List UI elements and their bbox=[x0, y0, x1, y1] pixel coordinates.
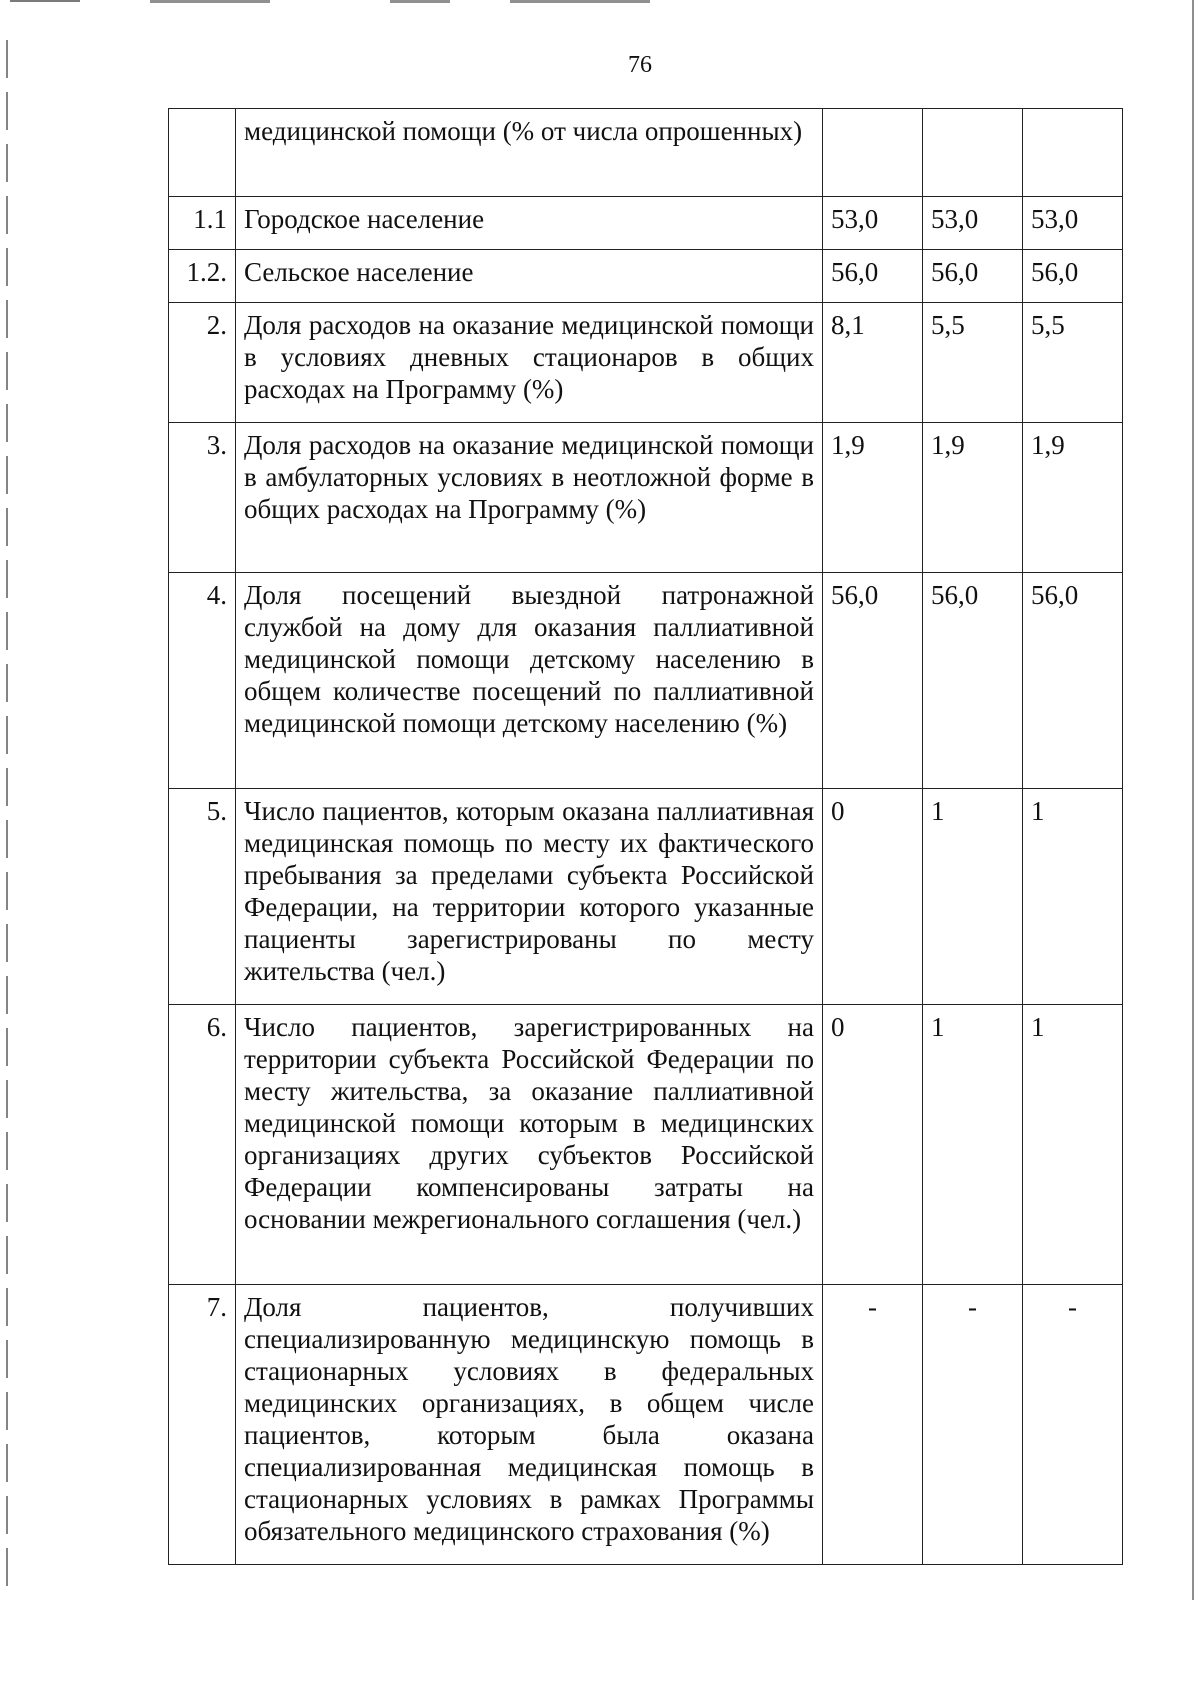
row-value-3: 53,0 bbox=[1023, 197, 1123, 250]
table-row bbox=[169, 1005, 1123, 1285]
table-row bbox=[169, 1285, 1123, 1565]
row-number: 1.2. bbox=[169, 250, 236, 303]
scan-top-mark bbox=[150, 0, 270, 3]
row-value-1: 8,1 bbox=[823, 303, 923, 423]
row-value-1: 0 bbox=[823, 1005, 923, 1285]
row-description: Число пациентов, которым оказана паллиативная медицинская помощь по месту их фактического пребывания за пределами субъекта Российской Федерации, на территории которого указанные пациенты зарегистрированы по месту жительства (чел.) bbox=[236, 789, 823, 1005]
row-value-2: 56,0 bbox=[923, 573, 1023, 789]
row-value-1 bbox=[823, 109, 923, 197]
row-number: 4. bbox=[169, 573, 236, 789]
row-description: Доля расходов на оказание медицинской помощи в амбулаторных условиях в неотложной форме в общих расходах на Программу (%) bbox=[236, 423, 823, 573]
row-value-2: 1 bbox=[923, 1005, 1023, 1285]
row-value-3 bbox=[1023, 109, 1123, 197]
table-row bbox=[169, 250, 1123, 303]
scan-top-mark bbox=[510, 0, 650, 3]
row-value-3: - bbox=[1023, 1285, 1123, 1565]
row-value-1: 53,0 bbox=[823, 197, 923, 250]
row-value-2: 56,0 bbox=[923, 250, 1023, 303]
row-value-2: 1 bbox=[923, 789, 1023, 1005]
row-value-2 bbox=[923, 109, 1023, 197]
row-description: Доля посещений выездной патронажной службой на дому для оказания паллиативной медицинской помощи детскому населению в общем количестве посещений по паллиативной медицинской помощи детскому населению (%) bbox=[236, 573, 823, 789]
row-description: Доля пациентов, получивших специализированную медицинскую помощь в стационарных условиях в федеральных медицинских организациях, в общем числе пациентов, которым была оказана специализированная медицинская помощь в стационарных условиях в рамках Программы обязательного медицинского страхования (%) bbox=[236, 1285, 823, 1565]
row-value-1: 0 bbox=[823, 789, 923, 1005]
row-number: 2. bbox=[169, 303, 236, 423]
row-value-2: 5,5 bbox=[923, 303, 1023, 423]
row-description: Городское население bbox=[236, 197, 823, 250]
scan-left-edge bbox=[6, 40, 8, 1600]
row-value-2: - bbox=[923, 1285, 1023, 1565]
row-value-1: 1,9 bbox=[823, 423, 923, 573]
row-value-3: 56,0 bbox=[1023, 250, 1123, 303]
table-row bbox=[169, 109, 1123, 197]
row-value-2: 53,0 bbox=[923, 197, 1023, 250]
row-value-2: 1,9 bbox=[923, 423, 1023, 573]
row-number: 1.1 bbox=[169, 197, 236, 250]
row-value-1: 56,0 bbox=[823, 250, 923, 303]
row-value-3: 5,5 bbox=[1023, 303, 1123, 423]
row-value-3: 1 bbox=[1023, 1005, 1123, 1285]
row-value-3: 56,0 bbox=[1023, 573, 1123, 789]
row-description: Сельское население bbox=[236, 250, 823, 303]
table-row bbox=[169, 789, 1123, 1005]
row-number bbox=[169, 109, 236, 197]
scan-top-mark bbox=[10, 0, 80, 2]
row-value-1: - bbox=[823, 1285, 923, 1565]
table-row bbox=[169, 197, 1123, 250]
row-number: 6. bbox=[169, 1005, 236, 1285]
row-value-3: 1,9 bbox=[1023, 423, 1123, 573]
row-number: 7. bbox=[169, 1285, 236, 1565]
table-row bbox=[169, 423, 1123, 573]
row-number: 3. bbox=[169, 423, 236, 573]
row-value-3: 1 bbox=[1023, 789, 1123, 1005]
row-value-1: 56,0 bbox=[823, 573, 923, 789]
page-number: 76 bbox=[628, 52, 652, 78]
indicators-table bbox=[168, 108, 1123, 1565]
row-description: Доля расходов на оказание медицинской помощи в условиях дневных стационаров в общих расходах на Программу (%) bbox=[236, 303, 823, 423]
scan-right-edge bbox=[1192, 0, 1194, 1600]
row-description: медицинской помощи (% от числа опрошенных) bbox=[236, 109, 823, 197]
scan-top-mark bbox=[390, 0, 450, 3]
row-number: 5. bbox=[169, 789, 236, 1005]
table-row bbox=[169, 303, 1123, 423]
row-description: Число пациентов, зарегистрированных на территории субъекта Российской Федерации по месту жительства, за оказание паллиативной медицинской помощи которым в медицинских организациях других субъектов Российской Федерации компенсированы затраты на основании межрегионального соглашения (чел.) bbox=[236, 1005, 823, 1285]
table-row bbox=[169, 573, 1123, 789]
